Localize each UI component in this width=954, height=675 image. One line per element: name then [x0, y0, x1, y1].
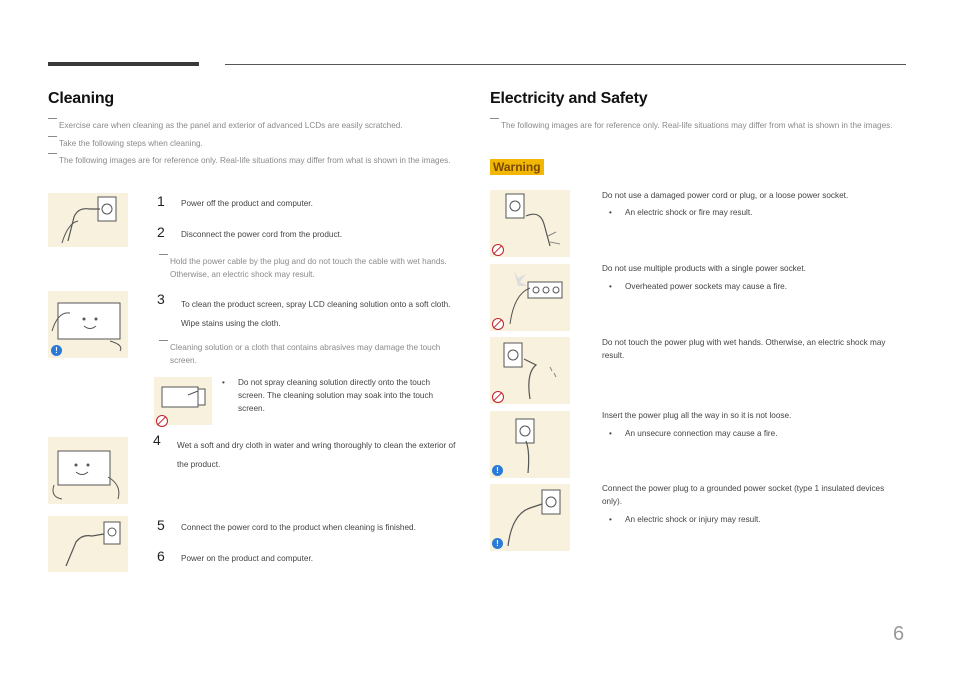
prohibit-icon: [156, 415, 168, 427]
safety-item-1-text: Do not use a damaged power cord or plug, or a loose power socket.: [602, 191, 849, 200]
info-icon: !: [492, 465, 503, 476]
info-icon: !: [492, 538, 503, 549]
step-6-number: 6: [157, 548, 165, 564]
cleaning-note-1: Exercise care when cleaning as the panel and exterior of advanced LCDs are easily scratched.: [48, 119, 458, 132]
safety-item-4-text: Insert the power plug all the way in so it is not loose.: [602, 411, 792, 420]
cleaning-note-2: Take the following steps when cleaning.: [48, 137, 458, 150]
step-5-text: Connect the power cord to the product when cleaning is finished.: [181, 523, 416, 532]
electricity-note: The following images are for reference only. Real-life situations may differ from what is shown in the images.: [490, 119, 905, 132]
safety-item-2-bullet: • Overheated power sockets may cause a fire.: [609, 282, 788, 291]
step-1-number: 1: [157, 193, 165, 209]
step-1-text: Power off the product and computer.: [181, 199, 313, 208]
safety-item-5-bullet: • An electric shock or injury may result.: [609, 515, 761, 524]
spray-bullet: • Do not spray cleaning solution directly onto the touch screen. The cleaning solution may soak into the touch screen.: [222, 378, 434, 413]
prohibit-icon: [492, 391, 504, 403]
info-icon: !: [51, 345, 62, 356]
step-3-note: Cleaning solution or a cloth that contains abrasives may damage the touch screen.: [159, 341, 455, 367]
step-3-text: To clean the product screen, spray LCD cleaning solution onto a soft cloth. Wipe stains using the cloth.: [181, 300, 451, 328]
prohibit-icon: [492, 318, 504, 330]
step-2-note: Hold the power cable by the plug and do not touch the cable with wet hands. Otherwise, an electric shock may result.: [159, 255, 455, 281]
prohibit-icon: [492, 244, 504, 256]
safety-item-3-text: Do not touch the power plug with wet hands. Otherwise, an electric shock may result.: [602, 338, 886, 360]
warning-badge: Warning: [490, 159, 544, 175]
wipe-exterior-illustration: [48, 437, 128, 504]
unplug-illustration: [48, 193, 128, 247]
step-3-number: 3: [157, 291, 165, 307]
step-5-number: 5: [157, 517, 165, 533]
cleaning-note-3: The following images are for reference only. Real-life situations may differ from what is shown in the images.: [48, 154, 458, 167]
header-rule-thick: [48, 62, 199, 66]
step-2-text: Disconnect the power cord from the product.: [181, 230, 343, 239]
electricity-safety-title: Electricity and Safety: [490, 90, 648, 107]
safety-item-1-bullet: • An electric shock or fire may result.: [609, 208, 753, 217]
safety-item-2-text: Do not use multiple products with a single power socket.: [602, 264, 806, 273]
safety-item-4-bullet: • An unsecure connection may cause a fire.: [609, 429, 778, 438]
plug-in-illustration: [48, 516, 128, 572]
step-4-number: 4: [153, 432, 161, 448]
step-2-number: 2: [157, 224, 165, 240]
safety-item-5-text: Connect the power plug to a grounded power socket (type 1 insulated devices only).: [602, 484, 885, 506]
step-6-text: Power on the product and computer.: [181, 554, 313, 563]
cleaning-title: Cleaning: [48, 90, 114, 107]
header-rule-thin: [225, 64, 906, 65]
step-4-text: Wet a soft and dry cloth in water and wring thoroughly to clean the exterior of the product.: [177, 441, 456, 469]
page-number: 6: [893, 623, 905, 645]
